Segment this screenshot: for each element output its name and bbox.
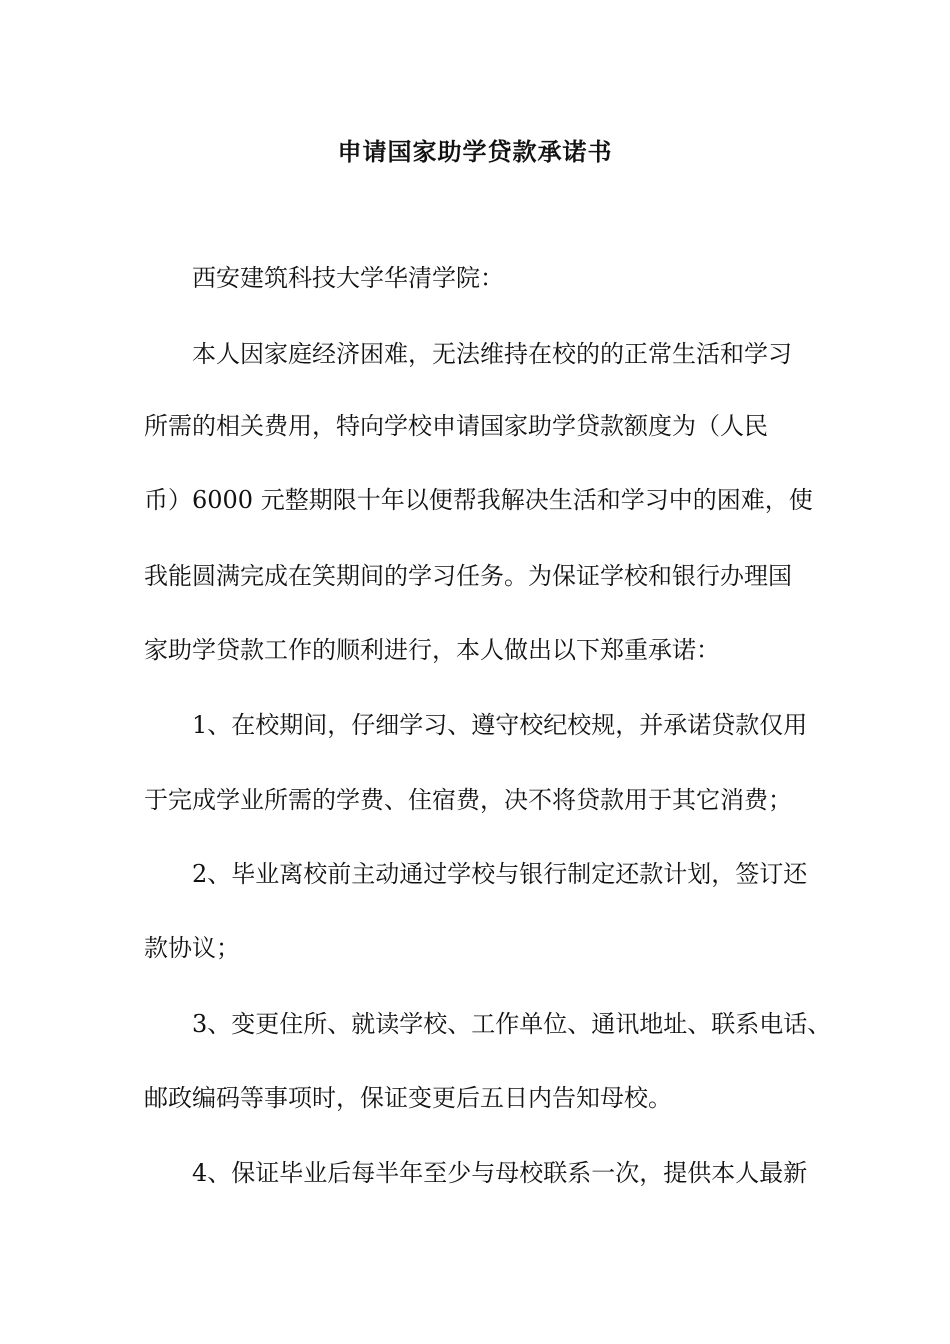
body-line: 本人因家庭经济困难，无法维持在校的的正常生活和学习 xyxy=(192,340,792,368)
document-title: 申请国家助学贷款承诺书 xyxy=(337,137,613,166)
commitment-1-line: 1、在校期间，仔细学习、遵守校纪校规，并承诺贷款仅用 xyxy=(192,711,808,739)
body-line: 家助学贷款工作的顺利进行，本人做出以下郑重承诺： xyxy=(144,636,720,664)
body-line: 所需的相关费用，特向学校申请国家助学贷款额度为（人民 xyxy=(144,412,768,440)
body-line: 我能圆满完成在笑期间的学习任务。为保证学校和银行办理国 xyxy=(144,562,792,590)
body-line: 币）6000 元整期限十年以便帮我解决生活和学习中的困难，使 xyxy=(144,486,813,514)
commitment-2-line: 2、毕业离校前主动通过学校与银行制定还款计划，签订还 xyxy=(192,860,808,888)
commitment-3-line: 邮政编码等事项时，保证变更后五日内告知母校。 xyxy=(144,1084,672,1112)
commitment-2-line: 款协议； xyxy=(144,934,240,962)
salutation-line: 西安建筑科技大学华清学院： xyxy=(192,264,504,292)
commitment-4-line: 4、保证毕业后每半年至少与母校联系一次，提供本人最新 xyxy=(192,1159,808,1187)
commitment-1-line: 于完成学业所需的学费、住宿费，决不将贷款用于其它消费； xyxy=(144,786,792,814)
commitment-3-line: 3、变更住所、就读学校、工作单位、通讯地址、联系电话、 xyxy=(192,1010,832,1038)
